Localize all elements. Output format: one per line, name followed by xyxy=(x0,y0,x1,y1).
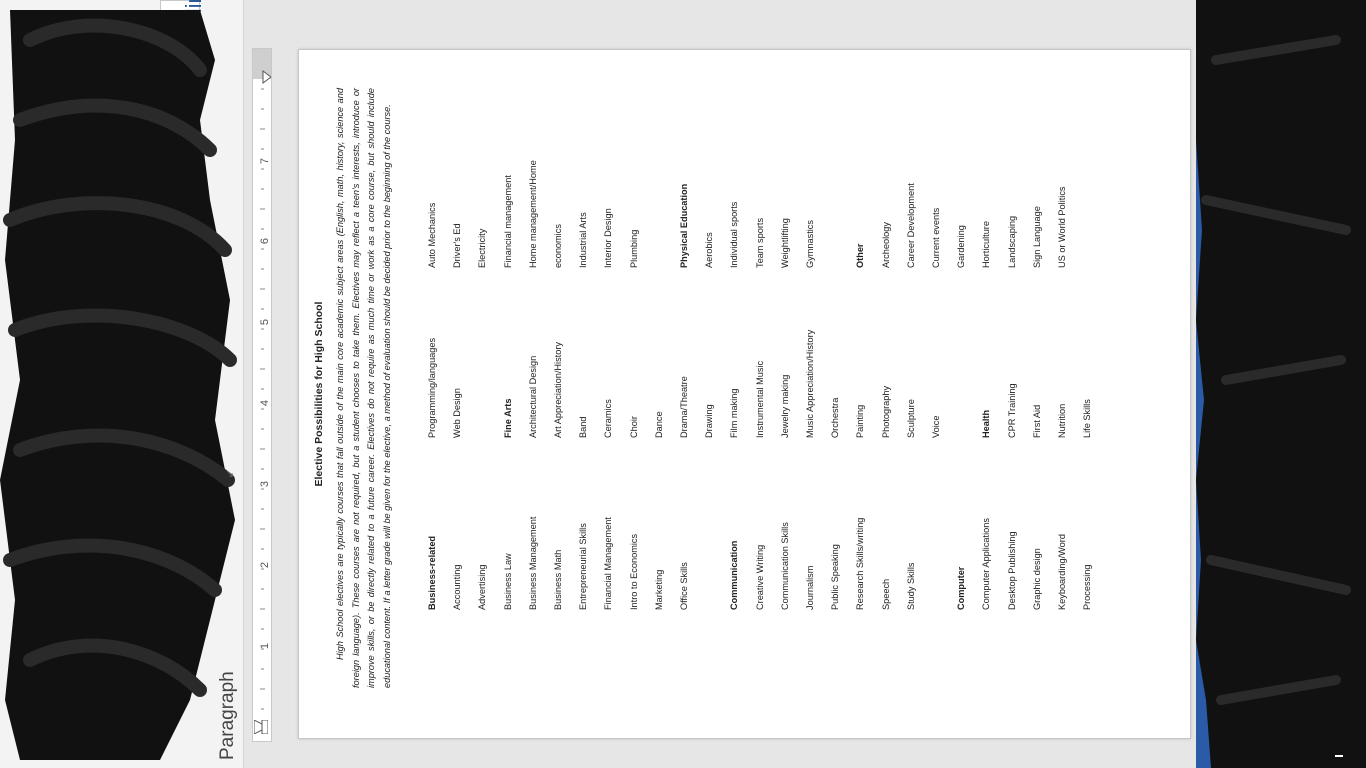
course-item: Business Management xyxy=(527,516,538,610)
course-item: Financial Management xyxy=(603,517,614,610)
course-item: Film making xyxy=(729,388,740,438)
course-item: Industrial Arts xyxy=(578,212,589,268)
course-item: US or World Politics xyxy=(1057,186,1067,268)
ruler-number: 5 xyxy=(259,318,271,326)
course-item: Graphic design xyxy=(1031,548,1042,610)
ruler-number: 7 xyxy=(259,157,271,165)
indent-marker-icon[interactable] xyxy=(254,720,268,734)
course-item: Jewelry making xyxy=(779,374,790,438)
course-item: Architectural Design xyxy=(527,355,538,438)
course-item: Public Speaking xyxy=(830,544,841,610)
course-item: Gymnastics xyxy=(805,220,815,268)
course-item: Horticulture xyxy=(981,221,992,268)
document-page[interactable] xyxy=(298,49,1191,739)
page-content xyxy=(299,50,1190,738)
course-item: Auto Mechanics xyxy=(427,202,437,268)
course-item: Creative Writing xyxy=(754,544,765,610)
course-item: Journalism xyxy=(805,565,815,610)
redaction-scribble xyxy=(1196,0,1366,768)
course-item: economics xyxy=(553,224,563,268)
course-item: Dance xyxy=(653,411,664,438)
course-item: Office Skills xyxy=(679,562,689,610)
right-panel xyxy=(1196,0,1366,768)
category-heading: Computer xyxy=(956,566,967,610)
course-item: CPR Training xyxy=(1006,383,1017,438)
category-heading: Physical Education xyxy=(679,183,689,268)
course-item: Painting xyxy=(855,404,866,438)
course-item: Keyboarding/Word xyxy=(1057,534,1067,610)
course-item: Speech xyxy=(880,578,891,610)
course-item: Desktop Publishing xyxy=(1006,531,1017,610)
course-item: Advertising xyxy=(477,564,488,610)
category-heading: Business-related xyxy=(427,535,437,610)
course-item: Team sports xyxy=(754,217,765,268)
course-item: Drama/Theatre xyxy=(679,376,689,438)
course-item: Web Design xyxy=(452,388,463,438)
course-item: Band xyxy=(578,416,589,438)
course-item: Gardening xyxy=(956,225,967,268)
ruler-number: 3 xyxy=(259,480,271,488)
course-item: Business Math xyxy=(553,549,563,610)
course-item: Individual sports xyxy=(729,201,740,268)
ruler-number: 6 xyxy=(259,237,271,245)
redaction-scribble xyxy=(0,0,240,768)
course-item: Communication Skills xyxy=(779,522,790,610)
course-item: Instrumental Music xyxy=(754,360,765,438)
category-heading: Other xyxy=(855,243,866,268)
course-item: Entrepreneurial Skills xyxy=(578,523,589,610)
course-item: Marketing xyxy=(653,569,664,610)
course-item: First Aid xyxy=(1031,404,1042,438)
course-item: Financial management xyxy=(502,175,513,268)
course-item: Accounting xyxy=(452,564,463,610)
category-heading: Health xyxy=(981,409,992,438)
course-item: Archeology xyxy=(880,222,891,268)
category-heading: Communication xyxy=(729,540,740,610)
course-item: Interior Design xyxy=(603,208,614,268)
course-item: Photography xyxy=(880,385,891,438)
ruler-number: 2 xyxy=(259,561,271,569)
course-item: Choir xyxy=(628,416,639,438)
ruler-ticks xyxy=(253,49,271,741)
course-item: Current events xyxy=(931,207,941,268)
course-item: Electricity xyxy=(477,228,488,268)
course-item: Orchestra xyxy=(830,397,841,438)
ribbon-panel xyxy=(0,0,244,768)
course-item: Weightlifting xyxy=(779,218,790,268)
course-item: Sign Language xyxy=(1031,206,1042,268)
course-item: Research Skills/writing xyxy=(855,517,866,610)
course-item: Ceramics xyxy=(603,399,614,438)
course-item: Intro to Economics xyxy=(628,533,639,610)
course-item: Landscaping xyxy=(1006,215,1017,268)
course-item: Study Skills xyxy=(905,562,916,610)
document-title: Elective Possibilities for High School xyxy=(313,301,325,487)
course-item: Voice xyxy=(931,415,941,438)
ruler-number: 4 xyxy=(259,399,271,407)
paragraph-group-label: Paragraph xyxy=(217,671,238,760)
course-item: Art Appreciation/History xyxy=(553,342,563,438)
course-item: Nutrition xyxy=(1057,403,1067,438)
course-item: Processing xyxy=(1082,564,1093,610)
course-item: Life Skills xyxy=(1082,399,1093,438)
course-item: Drawing xyxy=(704,404,715,438)
course-item: Programming/languages xyxy=(427,337,437,438)
course-item: Home management/Home xyxy=(527,160,538,268)
document-intro: High School electives are typically courses that fall outside of the main core academic subject areas (English, math, history, science and foreign language). These courses are not required, but a student chooses to take them. Electives may reflect a teen's interests, introduce or improve skills, or be directly related to a future career. Electives do not require as much time or work as a core course, but should include educational content. If a letter grade will be given for the elective, a method of evaluation should be decided prior to the beginning of the course. xyxy=(335,88,392,688)
dialog-launcher-icon[interactable]: ↘ xyxy=(225,468,235,480)
ruler-number: 1 xyxy=(259,642,271,650)
course-item: Aerobics xyxy=(704,232,715,268)
category-heading: Fine Arts xyxy=(502,398,513,438)
status-indicator xyxy=(1335,755,1343,757)
course-item: Music Appreciation/History xyxy=(805,329,815,438)
course-item: Plumbing xyxy=(628,229,639,268)
vertical-ruler[interactable] xyxy=(252,48,272,742)
course-item: Computer Applications xyxy=(981,518,992,610)
course-item: Business Law xyxy=(502,553,513,610)
course-item: Sculpture xyxy=(905,399,916,438)
course-item: Driver's Ed xyxy=(452,223,463,268)
course-item: Career Development xyxy=(905,183,916,268)
